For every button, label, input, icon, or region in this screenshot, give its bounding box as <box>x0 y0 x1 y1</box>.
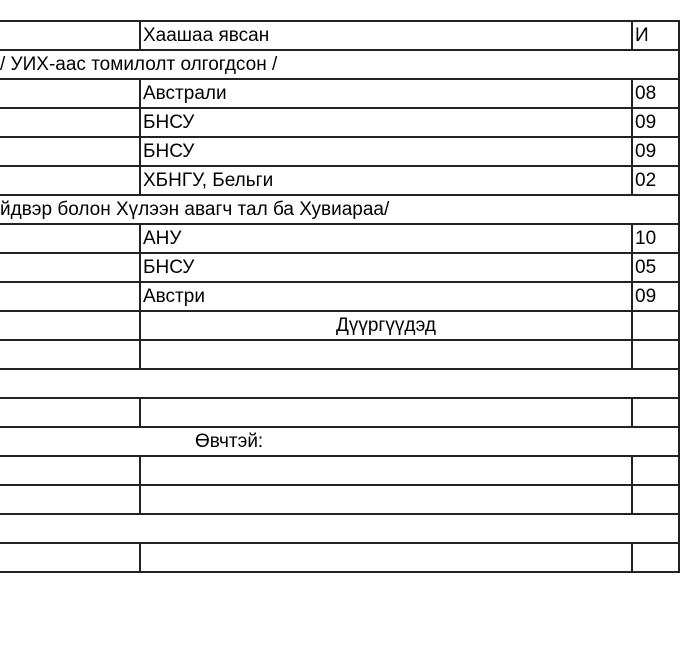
section-title-parliament: / УИХ-аас томилолт олгогдсон / <box>0 50 679 79</box>
section-title-row <box>0 311 679 340</box>
table-cell <box>0 224 140 253</box>
section-title-sponsor: йдвэр болон Хүлээн авагч тал ба Хувиараа/ <box>0 195 679 224</box>
table-cell <box>140 340 632 369</box>
destination-cell: БНСУ <box>140 253 632 282</box>
section-title-sick: Өвчтэй: <box>0 427 679 456</box>
section-title-districts: Дүүргүүдэд <box>140 311 632 340</box>
table-row <box>0 282 679 311</box>
destination-cell: Австри <box>140 282 632 311</box>
table-cell <box>140 398 632 427</box>
table-cell <box>140 543 632 572</box>
table-row <box>0 456 679 485</box>
table-row <box>0 166 679 195</box>
table-cell <box>632 456 679 485</box>
date-cell: 09 <box>632 108 679 137</box>
section-title-row <box>0 427 679 456</box>
table-row <box>0 369 679 398</box>
travel-table <box>0 20 680 573</box>
date-cell: 02 <box>632 166 679 195</box>
table-cell <box>0 253 140 282</box>
table-row <box>0 79 679 108</box>
table-row <box>0 514 679 543</box>
table-cell <box>140 456 632 485</box>
table-cell <box>0 108 140 137</box>
table-cell <box>632 340 679 369</box>
date-cell: 09 <box>632 282 679 311</box>
table-row <box>0 485 679 514</box>
table-cell <box>632 485 679 514</box>
table-row <box>0 224 679 253</box>
destination-cell: АНУ <box>140 224 632 253</box>
column-header-date: И <box>632 21 679 50</box>
table-row <box>0 543 679 572</box>
destination-cell: ХБНГУ, Бельги <box>140 166 632 195</box>
table-cell <box>0 79 140 108</box>
table-cell <box>0 311 140 340</box>
table-header-row <box>0 21 679 50</box>
date-cell: 05 <box>632 253 679 282</box>
table-row <box>0 137 679 166</box>
table-cell <box>0 398 140 427</box>
table-cell <box>632 398 679 427</box>
date-cell: 09 <box>632 137 679 166</box>
table-cell <box>0 21 140 50</box>
table-cell <box>632 543 679 572</box>
table-cell <box>0 456 140 485</box>
table-row <box>0 340 679 369</box>
table-cell <box>0 282 140 311</box>
table-cell <box>0 137 140 166</box>
date-cell: 10 <box>632 224 679 253</box>
table-cell <box>0 543 140 572</box>
destination-cell: БНСУ <box>140 108 632 137</box>
table-cell <box>0 514 679 543</box>
table-cell <box>140 485 632 514</box>
section-title-row <box>0 50 679 79</box>
section-title-row <box>0 195 679 224</box>
table-cell <box>0 166 140 195</box>
table-cell <box>0 369 679 398</box>
date-cell: 08 <box>632 79 679 108</box>
destination-cell: Австрали <box>140 79 632 108</box>
table-row <box>0 253 679 282</box>
table-cell <box>632 311 679 340</box>
table-row <box>0 398 679 427</box>
destination-cell: БНСУ <box>140 137 632 166</box>
column-header-destination: Хаашаа явсан <box>140 21 632 50</box>
table-cell <box>0 485 140 514</box>
table-row <box>0 108 679 137</box>
table-cell <box>0 340 140 369</box>
